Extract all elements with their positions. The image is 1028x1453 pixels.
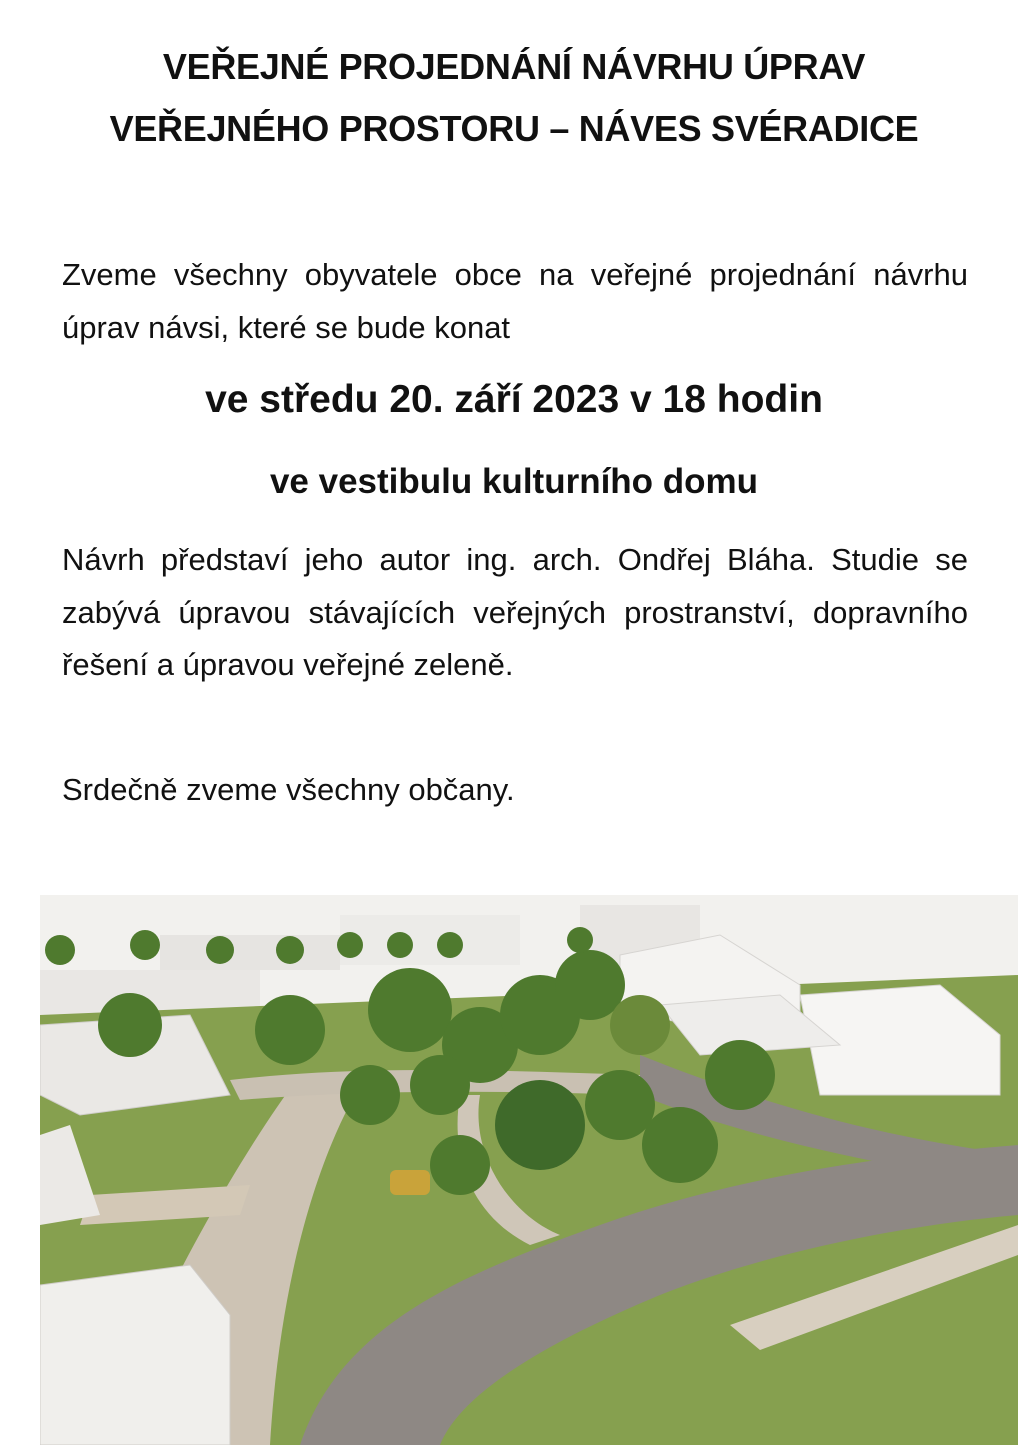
title-line-1: VEŘEJNÉ PROJEDNÁNÍ NÁVRHU ÚPRAV <box>162 46 866 87</box>
page-title <box>0 36 1028 160</box>
closing-paragraph: Srdečně zveme všechny občany. <box>62 772 515 807</box>
title-line-2: VEŘEJNÉHO PROSTORU – NÁVES SVÉRADICE <box>109 108 919 149</box>
village-square-rendering <box>40 895 1018 1445</box>
car <box>390 1170 430 1195</box>
event-place: ve vestibulu kulturního domu <box>269 462 759 501</box>
description-paragraph: Návrh představí jeho autor ing. arch. Ondřej Bláha. Studie se zabývá úpravou stávajících veřejných prostranství, dopravního řešení a úpravou veřejné zeleně. <box>62 542 968 682</box>
intro-paragraph: Zveme všechny obyvatele obce na veřejné projednání návrhu úprav návsi, které se bude konat <box>62 257 968 345</box>
event-date: ve středu 20. září 2023 v 18 hodin <box>205 378 823 421</box>
